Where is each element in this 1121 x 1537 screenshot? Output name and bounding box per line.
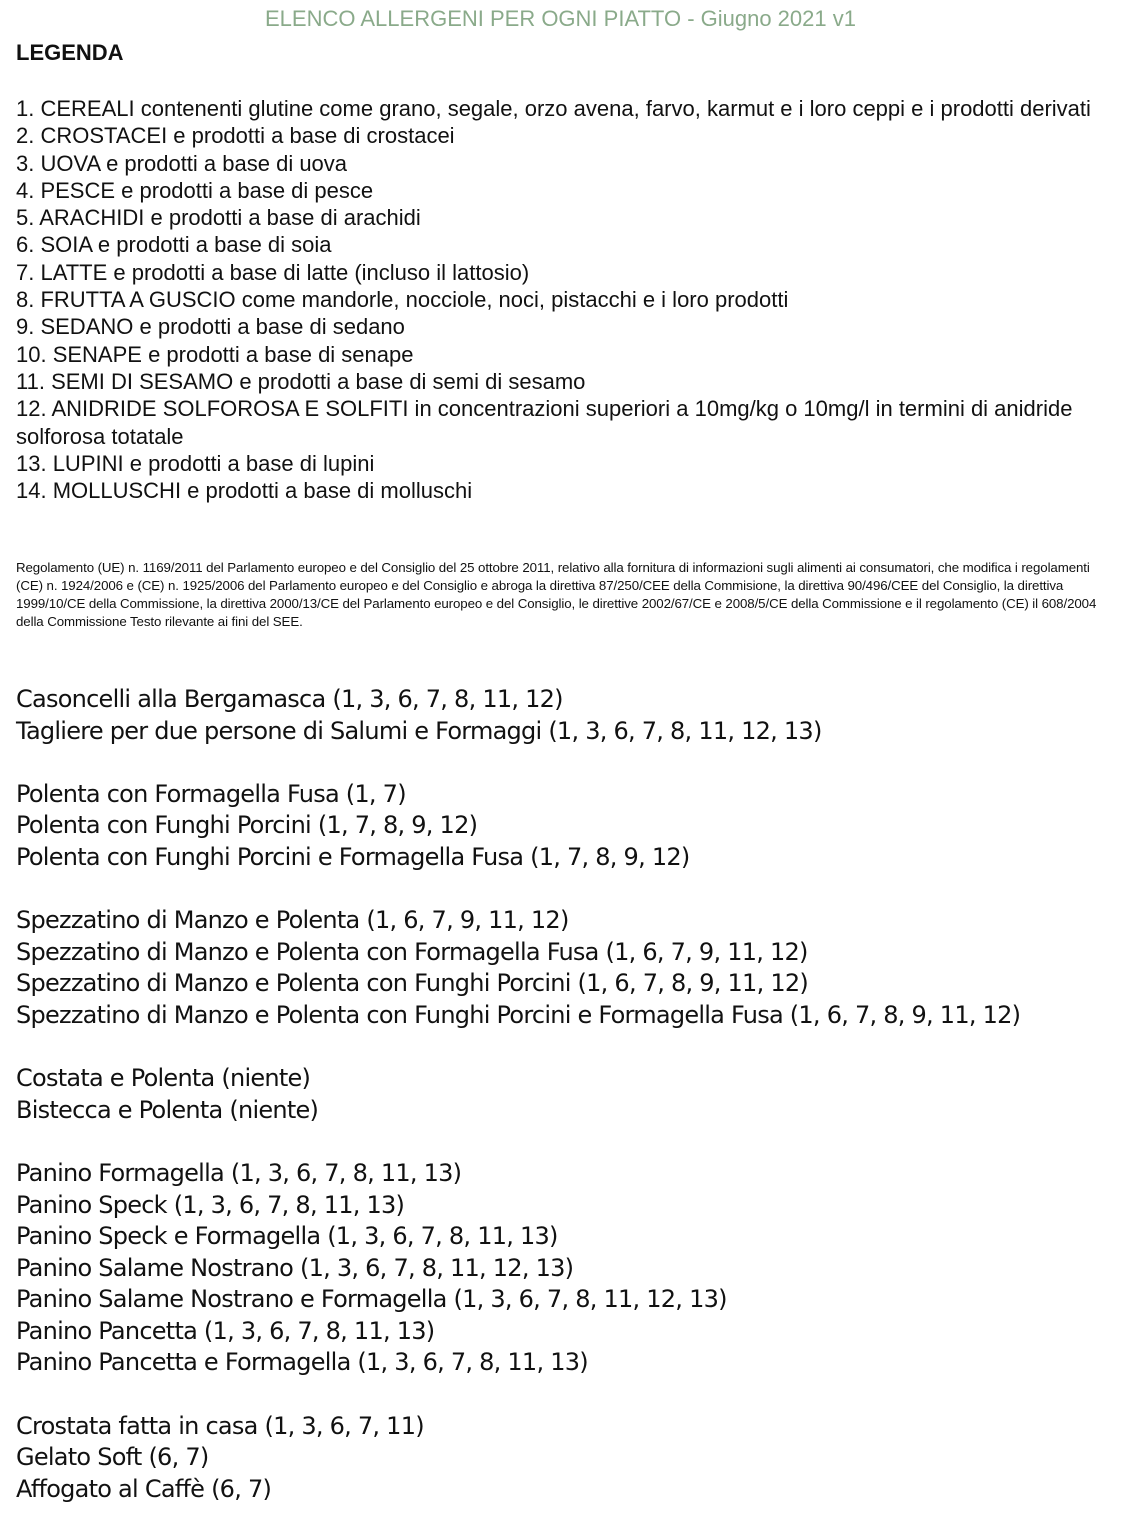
dish-group [16,905,1116,1031]
legend-item: 14. MOLLUSCHI e prodotti a base di molluschi [16,478,473,504]
dish-item: Spezzatino di Manzo e Polenta con Funghi Porcini e Formagella Fusa (1, 6, 7, 8, 9, 11, 12) [16,1000,1021,1029]
dish-item: Panino Speck (1, 3, 6, 7, 8, 11, 13) [16,1190,405,1219]
dish-item: Panino Salame Nostrano (1, 3, 6, 7, 8, 11, 12, 13) [16,1253,574,1282]
dish-item: Affogato al Caffè (6, 7) [16,1474,272,1503]
dish-item: Crostata fatta in casa (1, 3, 6, 7, 11) [16,1411,424,1440]
dish-group [16,779,1116,874]
dish-allergen-list [16,684,1116,1537]
dish-item: Bistecca e Polenta (niente) [16,1095,319,1124]
legend-item: 4. PESCE e prodotti a base di pesce [16,177,374,203]
dish-item: Tagliere per due persone di Salumi e Formaggi (1, 3, 6, 7, 8, 11, 12, 13) [16,716,822,745]
dish-item: Panino Pancetta (1, 3, 6, 7, 8, 11, 13) [16,1316,435,1345]
dish-item: Polenta con Funghi Porcini e Formagella Fusa (1, 7, 8, 9, 12) [16,842,690,871]
dish-item: Spezzatino di Manzo e Polenta con Formagella Fusa (1, 6, 7, 9, 11, 12) [16,937,808,966]
dish-item: Panino Formagella (1, 3, 6, 7, 8, 11, 13) [16,1158,462,1187]
legend-item: 2. CROSTACEI e prodotti a base di crostacei [16,123,455,149]
legend-item: 6. SOIA e prodotti a base di soia [16,232,332,258]
dish-group [16,1411,1116,1506]
legend-item: 12. ANIDRIDE SOLFOROSA E SOLFITI in concentrazioni superiori a 10mg/kg o 10mg/l in termini di anidride solforosa totatale [16,396,1073,449]
allergen-legend-list [16,95,1106,504]
regulation-note: Regolamento (UE) n. 1169/2011 del Parlamento europeo e del Consiglio del 25 ottobre 2011, relativo alla fornitura di informazioni sugli alimenti ai consumatori, che modifica i regolamenti (CE) n. 1924/2006 e (CE) n. 1925/2006 del Parlamento europeo e del Consiglio e abroga la direttiva 87/250/CEE della Commisione, la direttiva 90/496/CEE del Consiglio, la direttiva 1999/10/CE della Commissione, la direttiva 2000/13/CE del Parlamento europeo e del Consiglio, le direttive 2002/67/CE e 2008/5/CE della Commissione e il regolamento (CE) il 608/2004 della Commissione Testo rilevante ai fini del SEE. [16,560,1097,629]
legend-item: 9. SEDANO e prodotti a base di sedano [16,314,405,340]
dish-item: Costata e Polenta (niente) [16,1064,311,1093]
legend-item: 7. LATTE e prodotti a base di latte (incluso il lattosio) [16,259,530,285]
legend-item: 13. LUPINI e prodotti a base di lupini [16,450,375,476]
dish-item: Polenta con Funghi Porcini (1, 7, 8, 9, 12) [16,811,478,840]
dish-item: Gelato Soft (6, 7) [16,1443,209,1472]
dish-item: Polenta con Formagella Fusa (1, 7) [16,779,406,808]
dish-item: Spezzatino di Manzo e Polenta con Funghi Porcini (1, 6, 7, 8, 9, 11, 12) [16,969,808,998]
dish-item: Panino Pancetta e Formagella (1, 3, 6, 7, 8, 11, 13) [16,1348,588,1377]
dish-item: Panino Speck e Formagella (1, 3, 6, 7, 8, 11, 13) [16,1222,558,1251]
legend-item: 8. FRUTTA A GUSCIO come mandorle, nocciole, noci, pistacchi e i loro prodotti [16,287,789,313]
legend-item: 5. ARACHIDI e prodotti a base di arachidi [16,205,421,231]
dish-item: Spezzatino di Manzo e Polenta (1, 6, 7, 9, 11, 12) [16,906,569,935]
legend-item: 11. SEMI DI SESAMO e prodotti a base di semi di sesamo [16,368,586,394]
legend-item: 1. CEREALI contenenti glutine come grano, segale, orzo avena, farvo, karmut e i loro ceppi e i prodotti derivati [16,96,1091,121]
dish-item: Casoncelli alla Bergamasca (1, 3, 6, 7, 8, 11, 12) [16,685,563,713]
document-title: ELENCO ALLERGENI PER OGNI PIATTO - Giugno 2021 v1 [265,6,856,31]
dish-group [16,1063,1116,1126]
dish-group [16,1158,1116,1379]
dish-group [16,684,1116,747]
legend-item: 10. SENAPE e prodotti a base di senape [16,341,414,367]
legend-item: 3. UOVA e prodotti a base di uova [16,150,348,176]
dish-item: Panino Salame Nostrano e Formagella (1, 3, 6, 7, 8, 11, 12, 13) [16,1285,727,1314]
legend-heading: LEGENDA [16,40,124,65]
